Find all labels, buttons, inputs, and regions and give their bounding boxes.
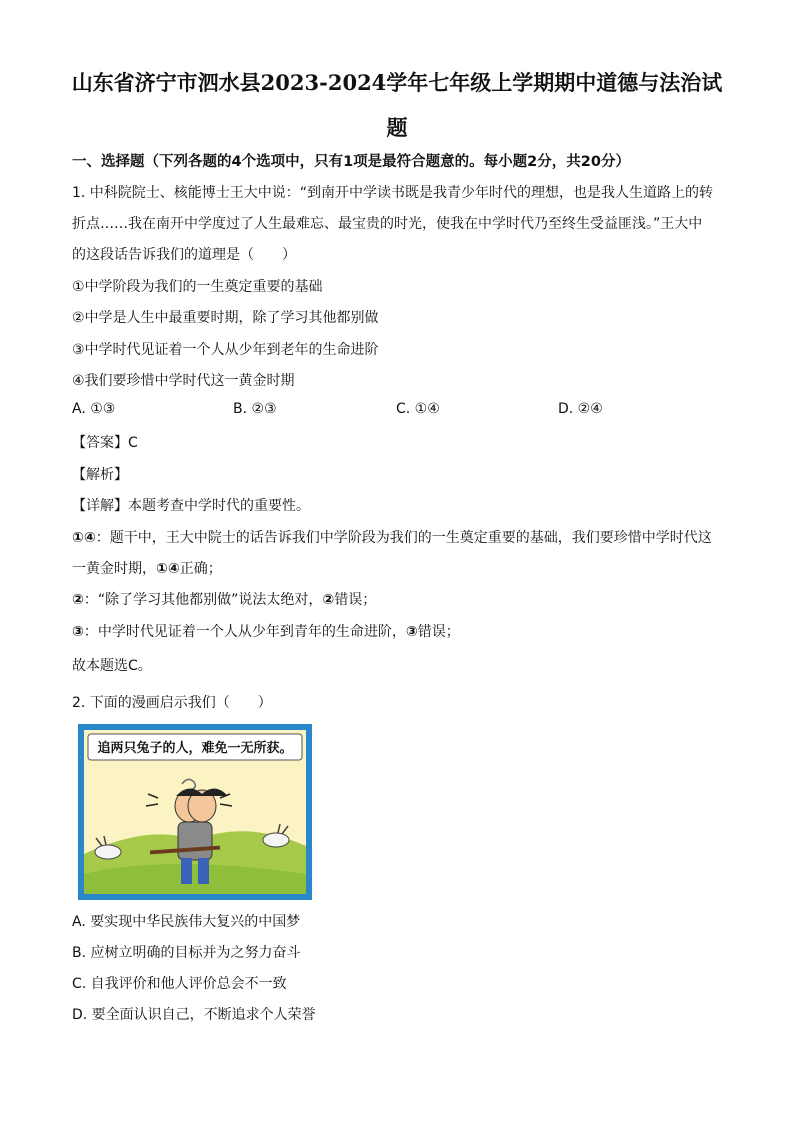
q1-statement-4: ④我们要珍惜中学时代这一黄金时期: [72, 373, 295, 389]
q1-explanation-3: [72, 621, 460, 641]
statement-marker: ③: [405, 624, 418, 640]
q1-answer: 【答案】C: [72, 435, 138, 451]
hunter-two-rabbits-cartoon: [78, 724, 312, 900]
q1-conclusion: 故本题选C。: [72, 658, 152, 674]
q1-statement-1: ①中学阶段为我们的一生奠定重要的基础: [72, 279, 323, 295]
document-title-line-1: 山东省济宁市泗水县2023-2024学年七年级上学期期中道德与法治试: [71, 70, 723, 95]
statement-marker: ②: [72, 592, 84, 608]
q1-detail: 【详解】本题考查中学时代的重要性。: [72, 498, 310, 514]
explanation-text: ：“除了学习其他都别做”说法太绝对，: [83, 592, 323, 608]
rabbit-left: [95, 845, 121, 859]
hunter-right-leg: [198, 858, 209, 884]
q1-statement-3: ③中学时代见证着一个人从少年到老年的生命进阶: [72, 342, 379, 358]
statement-marker: ③: [72, 624, 84, 640]
q1-option-b: B. ②③: [233, 401, 277, 417]
q1-analysis-label: 【解析】: [72, 467, 128, 483]
q1-statement-2: ②中学是人生中最重要时期，除了学习其他都别做: [72, 310, 379, 326]
explanation-text: 错误；: [417, 624, 460, 640]
statement-marker: ①④: [156, 561, 180, 577]
q1-option-d: D. ②④: [558, 401, 603, 417]
hunter-shirt: [178, 822, 212, 860]
q1-option-c: C. ①④: [396, 401, 440, 417]
q1-explanation-14-line-1: [72, 527, 712, 547]
q2-option-a: A. 要实现中华民族伟大复兴的中国梦: [72, 914, 301, 930]
q2-option-c: C. 自我评价和他人评价总会不一致: [72, 976, 287, 992]
q1-stem-line-3: 的这段话告诉我们的道理是（ ）: [72, 247, 296, 263]
hunter-left-leg: [181, 858, 192, 884]
explanation-text: ：题干中，王大中院士的话告诉我们中学阶段为我们的一生奠定重要的基础，我们要珍惜中学时代这: [95, 530, 712, 546]
rabbit-right: [263, 833, 289, 847]
q1-explanation-2: [72, 589, 376, 609]
explanation-text: ：中学时代见证着一个人从少年到青年的生命进阶，: [83, 624, 406, 640]
q1-option-a: A. ①③: [72, 401, 116, 417]
statement-marker: ①④: [72, 530, 96, 546]
q1-stem-line-2: 折点……我在南开中学度过了人生最难忘、最宝贵的时光，使我在中学时代乃至终生受益匪浅。”王大中: [72, 216, 703, 232]
document-title-line-2: 题: [386, 115, 408, 140]
explanation-text: 错误；: [334, 592, 377, 608]
q2-stem: 2. 下面的漫画启示我们（ ）: [72, 695, 272, 711]
q2-option-b: B. 应树立明确的目标并为之努力奋斗: [72, 945, 301, 961]
section-heading: 一、选择题（下列各题的4个选项中，只有1项是最符合题意的。每小题2分，共20分）: [72, 154, 630, 170]
q1-stem-line-1: 1. 中科院院士、核能博士王大中说：“到南开中学读书既是我青少年时代的理想，也是我人生道路上的转: [72, 185, 714, 201]
q1-explanation-14-line-2: [72, 558, 222, 578]
q2-option-d: D. 要全面认识自己，不断追求个人荣誉: [72, 1007, 316, 1023]
cartoon-caption: 追两只兔子的人，难免一无所获。: [97, 741, 293, 756]
statement-marker: ②: [322, 592, 335, 608]
explanation-text: 正确；: [179, 561, 222, 577]
explanation-text: 一黄金时期，: [72, 561, 156, 577]
